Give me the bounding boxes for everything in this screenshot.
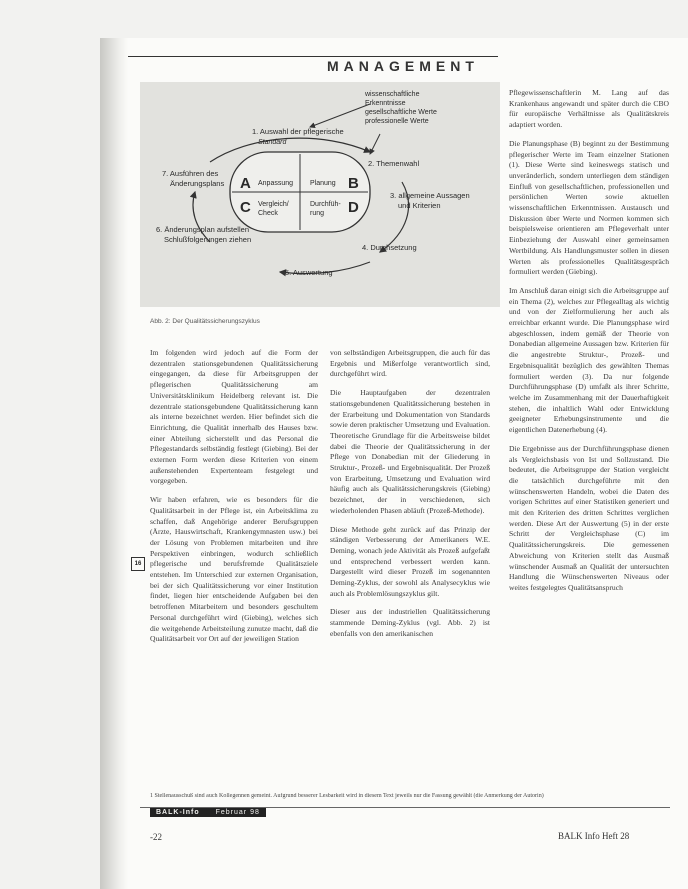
step-6: 6. Änderungsplan aufstellen <box>156 225 249 234</box>
step-7-sub: Änderungsplans <box>170 179 225 188</box>
step-7: 7. Ausführen des <box>162 169 219 178</box>
section-title: MANAGEMENT <box>327 58 479 74</box>
phase-b-letter: B <box>348 175 359 192</box>
paragraph: Im folgenden wird jedoch auf die Form der dezentralen stationsgebundenen Qualitätssicherung eingegangen, da diese für Arbeitsgruppen der pflegerischen Qualitätssicherung am Universitätsklinikum Heidelberg relevant ist. Die dezentrale stationsgebundene Qualitätssicherung kann als interne bezeichnet werden. Hier befindet sich die Einrichtung, die Qualität innerhalb des Hauses bzw. einer Abteilung sicherstellt und das Personal die Pflegestandards selbständig festlegt (Giebing). Bei der externen Form werden diese Kriterien von einem außenstehenden Expertenteam festgelegt und vorgegeben. <box>150 348 318 486</box>
text-column-3 <box>509 88 669 602</box>
step-4: 4. Durchsetzung <box>362 243 417 252</box>
header-rule <box>128 56 498 57</box>
page-number-left: -22 <box>150 832 162 842</box>
influence-arrow-1 <box>310 104 370 127</box>
paragraph: von selbständigen Arbeitsgruppen, die auch für das Ergebnis und Mißerfolge verantwortlich sind, durchgeführt wird. <box>330 348 490 379</box>
influence-2: Erkenntnisse <box>365 100 406 107</box>
phase-b-label: Planung <box>310 180 336 187</box>
paragraph: Die Hauptaufgaben der dezentralen stationsgebundenen Qualitätssicherung bestehen in der Erarbeitung und Dokumentation von Standards sowie deren praktischer Umsetzung und Evaluation. Theoretische Grundlage für die Arbeitsweise bildet dabei die Theorie der Qualitätssicherung in der Pflege von Donabedian mit der Gliederung in Struktur-, Prozeß- und Ergebnisqualität. Der Prozeß von Erarbeitung, Umsetzung und Evaluation wird häufig auch als Qualitätssicherungskreis (Giebing) bezeichnet, der in verschiedenen, sich wiederholenden Phasen abläuft (Prozeß-Methode). <box>330 388 490 515</box>
influence-4: professionelle Werte <box>365 118 429 125</box>
phase-c-letter: C <box>240 199 251 216</box>
text-column-1 <box>150 348 318 653</box>
footer-journal-badge <box>150 808 266 817</box>
influence-1: wissenschaftliche <box>365 91 420 98</box>
step-1: 1. Auswahl der pflegerische <box>252 127 344 136</box>
step-5: 5. Auswertung <box>285 268 333 277</box>
phase-c-label-1: Vergleich/ <box>258 201 289 208</box>
step-3: 3. allgemeine Aussagen <box>390 191 470 200</box>
text-column-2 <box>330 348 490 648</box>
phase-d-label-1: Durchfüh- <box>310 201 341 208</box>
deming-cycle-figure <box>140 82 500 307</box>
footnote: 1 Stellenausschuß sind auch Kollegennen gemeint. Aufgrund besserer Lesbarkeit wird in diesem Text jeweils nur die Fassung gewählt (die Anmerkung der Autorin) <box>150 793 544 799</box>
page-number-right: BALK Info Heft 28 <box>558 831 630 841</box>
margin-page-marker: 16 <box>131 557 145 571</box>
cycle-diagram <box>140 82 500 307</box>
paragraph: Die Ergebnisse aus der Durchführungsphase dienen als Vergleichsbasis von Ist und Sollzustand. Die bedeutet, die Arbeitsgruppe der Station vergleicht die tatsächlich durchgeführte mit den wünschenswerten Handeln, wobei die Daten des vorigen Schrittes auf einer Statistiken generiert und mit den Kriterien des dritten Schrittes verglichen werden. Diese Art der Auswertung (5) in der erste Schritt der Vergleichsphase (C) im Qualitätssicherungskreis. Die gemessenen Abweichung von Kriterien stellt das Ausmaß wünschender Ausmaß an Qualität der untersuchten Handlung die Wünschenswerten Niveaus oder weites festgelegtes Qualitätsanspruch <box>509 443 669 592</box>
phase-d-label-2: rung <box>310 210 325 217</box>
figure-caption: Abb. 2: Der Qualitätssicherungszyklus <box>150 318 260 325</box>
paragraph: Im Anschluß daran einigt sich die Arbeitsgruppe auf ein Thema (2), welches zur Pflegealltag als wichtig und von der Zielformulierung her auch als erreichbar erkannt wurde. Die Planungsphase wird abgeschlossen, indem gemäß der Theorie von Donabedian allgemeine Aussagen bzw. Kriterien für die angestrebte Struktur-, Prozeß- und Ergebnisqualität bezüglich des gewählten Themas formuliert werden (3). Da nur folgende Durchführungsphase (D) umfaßt als ihrer Schritte, welche im Zusammenhang mit der Dauerhaftigkeit stehen, die inhaltlich Wahl oder Entwicklung geeigneter Erhebungsinstrumente und die eigentlichen Datenerhebung (4). <box>509 285 669 435</box>
paragraph: Diese Methode geht zurück auf das Prinzip der ständigen Verbesserung der Amerikaners W.E. Deming, wonach jede Aktivität als Prozeß aufgefaßt und entsprechend verbessert werden kann. Dargestellt wird dieser Prozeß im sogenannten Deming-Zyklus, der sowohl als Analysecyklus wie auch als Problemlösungszyklus gilt. <box>330 524 490 598</box>
phase-d-letter: D <box>348 199 359 216</box>
paragraph: Pflegewissenschaftlerin M. Lang auf das Krankenhaus angewandt und später durch die CBO für europäische Verhältnisse als Qualitätskreis adaptiert worden. <box>509 88 669 130</box>
page-gutter <box>100 38 128 889</box>
paragraph: Wir haben erfahren, wie es besonders für die Qualitätsarbeit in der Pflege ist, ein Arbeitsklima zu schaffen, daß Angehörige anderer Berufsgruppen (Ärzte, Hauswirtschaft, Krankengymnasten usw.) bei der Lösung von Problemen mitarbeiten und ihre Perspektiven einbringen, wodurch schließlich pflegerische und berufsfremde Qualitätsziele entstehen. Im Unterschied zur externen Organisation, bei der sich Qualitätssicherung vor einer Institution findet, liegen hier entscheidende Aufgaben bei den betroffenen Mitarbeitern und besonders geschultem Personal durchgeführt wird (Giebing), welches sich die weitgehende Arbeitsteilung zunutze macht, daß die Qualitätsarbeit vor Ort auf der jeweiligen Station <box>150 495 318 644</box>
influence-3: gesellschaftliche Werte <box>365 109 437 116</box>
phase-a-letter: A <box>240 175 251 192</box>
paragraph: Die Planungsphase (B) beginnt zu der Bestimmung pflegerischer Werte im Team einzelner Stationen (1). Diese Werte sind keineswegs statisch und unveränderlich, sondern unterliegen dem ständigen Einfluß von gesellschaftlichen, professionellen und persönlichen Werten sowie aktuellen wissenschaftlichen Erkenntnissen. Austausch und Diskussion über Werte und Normen kommen sich beispielsweise orientieren am Pflegeverhalt unter Einbeziehung der Auswahl einer gemeinsamen Wertbildung. Als Handlungsmuster sollen in diesen Werten als professionelles Qualitätsgespräch formuliert werden (Giebing). <box>509 138 669 277</box>
step-1-sub: Standard <box>258 139 287 146</box>
paragraph: Dieser aus der industriellen Qualitätssicherung stammende Deming-Zyklus (vgl. Abb. 2) ist ebenfalls von den amerikanischen <box>330 607 490 638</box>
phase-c-label-2: Check <box>258 210 278 217</box>
influence-arrow-2 <box>370 134 380 154</box>
footer-journal-name: BALK-Info <box>156 809 200 816</box>
step-6-sub: Schlußfolgerungen ziehen <box>164 235 252 244</box>
step-2: 2. Themenwahl <box>368 159 420 168</box>
step-3-sub: und Kriterien <box>398 201 441 210</box>
footer-issue: Februar 98 <box>215 809 260 816</box>
phase-a-label: Anpassung <box>258 180 294 187</box>
